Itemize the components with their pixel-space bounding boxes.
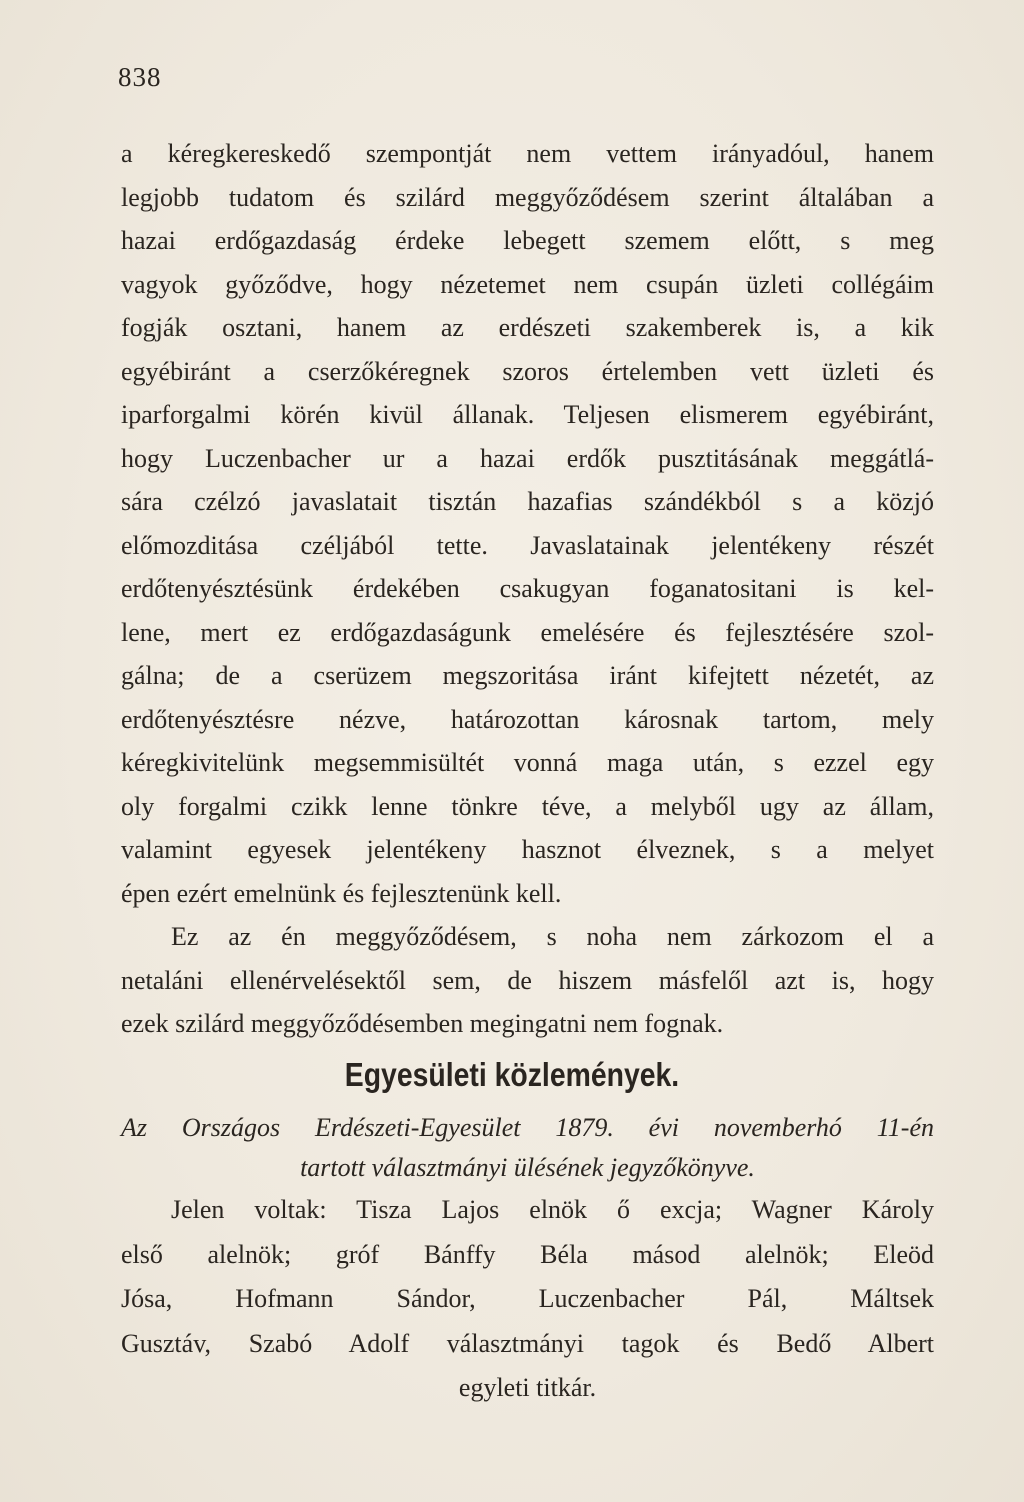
text-line: iparforgalmi körén kivül állanak. Teljesen elismerem egyébiránt, [121,400,934,429]
minutes-title [121,1108,934,1188]
section-heading: Egyesületi közlemények. [344,1056,680,1093]
text-line: kéregkivitelünk megsemmisültét vonná maga után, s ezzel egy [121,748,934,777]
text-line: netaláni ellenérvelésektől sem, de hiszem másfelől azt is, hogy [121,965,934,995]
attendees-line: egyleti titkár. [458,1373,597,1402]
text-line: egyébiránt a cserzőkéregnek szoros értelemben vett üzleti és [121,356,934,386]
attendees-paragraph [121,1188,934,1411]
text-line: legjobb tudatom és szilárd meggyőződésem szerint általában a [121,182,934,212]
text-line: a kéregkereskedő szempontját nem vettem irányadóul, hanem [121,139,934,168]
text-line: fogják osztani, hanem az erdészeti szakemberek is, a kik [121,313,934,342]
text-line: Ez az én meggyőződésem, s noha nem zárkozom el a [171,922,934,951]
text-line: sára czélzó javaslatait tisztán hazafias szándékból s a közjó [121,487,934,516]
attendees-line: Gusztáv, Szabó Adolf választmányi tagok és Bedő Albert [121,1328,934,1358]
text-line: erdőtenyésztésünk érdekében csakugyan foganatositani is kel- [121,574,934,603]
body-text [121,132,934,1046]
text-line: ezek szilárd meggyőződésemben megingatni nem fognak. [121,1009,724,1038]
text-line: gálna; de a cserüzem megszoritása iránt kifejtett nézetét, az [121,661,934,690]
attendees-line: Jósa, Hofmann Sándor, Luczenbacher Pál, Máltsek [121,1284,934,1313]
text-line: előmozditása czéljából tette. Javaslatainak jelentékeny részét [121,530,934,560]
text-line: oly forgalmi czikk lenne tönkre téve, a melyből ugy az állam, [121,791,934,821]
text-line: hazai erdőgazdaság érdeke lebegett szemem előtt, s meg [121,226,934,255]
text-line: valamint egyesek jelentékeny hasznot élveznek, s a melyet [121,835,934,864]
text-line: vagyok győződve, hogy nézetemet nem csupán üzleti collégáim [121,269,934,299]
attendees-line: első alelnök; gróf Bánffy Béla másod alelnök; Eleöd [121,1239,934,1269]
attendees-line: Jelen voltak: Tisza Lajos elnök ő excja; Wagner Károly [171,1195,934,1224]
minutes-title-line: tartott választmányi ülésének jegyzőkönyve. [300,1153,755,1182]
page-number: 838 [118,62,162,92]
minutes-title-line: Az Országos Erdészeti-Egyesület 1879. évi novemberhó 11-én [121,1113,934,1142]
text-line: lene, mert ez erdőgazdaságunk emelésére és fejlesztésére szol- [121,617,934,647]
text-line: erdőtenyésztésre nézve, határozottan károsnak tartom, mely [121,704,934,734]
text-line: hogy Luczenbacher ur a hazai erdők pusztitásának meggátlá- [121,443,934,473]
text-line: épen ezért emelnünk és fejlesztenünk kell. [121,878,562,908]
